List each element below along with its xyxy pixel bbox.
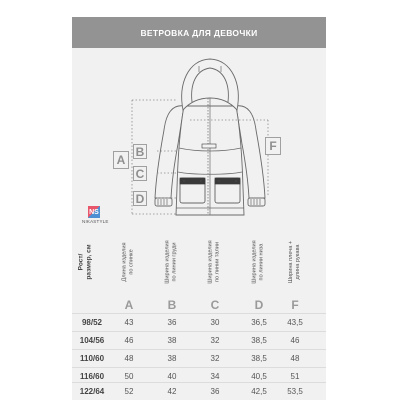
header-shoulder-sleeve bbox=[282, 229, 308, 294]
left-cuff bbox=[155, 198, 172, 206]
cell-b: 38 bbox=[167, 336, 177, 345]
measure-label-f: F bbox=[265, 137, 281, 155]
cell-b: 42 bbox=[167, 387, 177, 396]
cell-a: 48 bbox=[124, 354, 134, 363]
cell-b: 38 bbox=[167, 354, 177, 363]
header-b-text: Ширина изделия по линии груди bbox=[165, 239, 179, 284]
header-d-text: Ширина изделия по линии низа bbox=[252, 239, 266, 284]
right-cuff bbox=[248, 198, 265, 206]
cell-size: 98/52 bbox=[81, 318, 103, 327]
measure-label-b: B bbox=[133, 144, 147, 159]
table-row bbox=[72, 349, 326, 368]
header-length-back bbox=[116, 229, 142, 294]
column-letter-b: B bbox=[167, 298, 177, 312]
header-size-text: Рост/ размер, см bbox=[78, 243, 94, 280]
table-row bbox=[72, 382, 326, 401]
cell-a: 50 bbox=[124, 372, 134, 381]
cell-a: 46 bbox=[124, 336, 134, 345]
cell-f: 46 bbox=[290, 336, 300, 345]
table-row bbox=[72, 294, 326, 312]
cell-a: 52 bbox=[124, 387, 134, 396]
header-size bbox=[74, 229, 98, 294]
cell-c: 34 bbox=[210, 372, 220, 381]
column-letter-a: A bbox=[124, 298, 134, 312]
table-row bbox=[72, 313, 326, 332]
header-width-hem bbox=[246, 229, 272, 294]
cell-d: 36,5 bbox=[251, 318, 267, 327]
cell-a: 43 bbox=[124, 318, 134, 327]
cell-d: 38,5 bbox=[251, 354, 267, 363]
header-width-waist bbox=[202, 229, 228, 294]
cell-f: 48 bbox=[290, 354, 300, 363]
cell-c: 32 bbox=[210, 336, 220, 345]
cell-f: 43,5 bbox=[287, 318, 303, 327]
header-a-text: Длина изделия по спинке bbox=[122, 241, 136, 282]
cell-d: 38,5 bbox=[251, 336, 267, 345]
table-row bbox=[72, 331, 326, 350]
cell-f: 53,5 bbox=[287, 387, 303, 396]
cell-d: 42,5 bbox=[251, 387, 267, 396]
jacket-diagram bbox=[72, 48, 326, 223]
cell-d: 40,5 bbox=[251, 372, 267, 381]
measure-label-a: A bbox=[113, 151, 129, 169]
cell-c: 30 bbox=[210, 318, 220, 327]
brand-logo-icon: NS bbox=[88, 206, 100, 218]
measure-label-d: D bbox=[133, 191, 147, 206]
column-letter-d: D bbox=[254, 298, 264, 312]
cell-size: 122/64 bbox=[79, 387, 105, 396]
cell-size: 116/60 bbox=[79, 372, 105, 381]
brand bbox=[82, 206, 109, 224]
cell-b: 36 bbox=[167, 318, 177, 327]
cell-size: 110/60 bbox=[79, 354, 105, 363]
column-letter-c: C bbox=[210, 298, 220, 312]
measure-label-c: C bbox=[133, 166, 147, 181]
header-width-chest bbox=[159, 229, 185, 294]
cell-c: 32 bbox=[210, 354, 220, 363]
brand-name: NIKASTYLE bbox=[82, 219, 109, 224]
page-title: ВЕТРОВКА ДЛЯ ДЕВОЧКИ bbox=[140, 27, 258, 38]
column-letter-f: F bbox=[291, 298, 299, 312]
title-bar bbox=[72, 17, 326, 48]
header-c-text: Ширина изделия по линии талии bbox=[208, 239, 222, 284]
cell-size: 104/56 bbox=[79, 336, 105, 345]
cell-b: 40 bbox=[167, 372, 177, 381]
cell-c: 36 bbox=[210, 387, 220, 396]
cell-f: 51 bbox=[290, 372, 300, 381]
header-f-text: Ширина плеча + длина рукава bbox=[288, 240, 301, 283]
